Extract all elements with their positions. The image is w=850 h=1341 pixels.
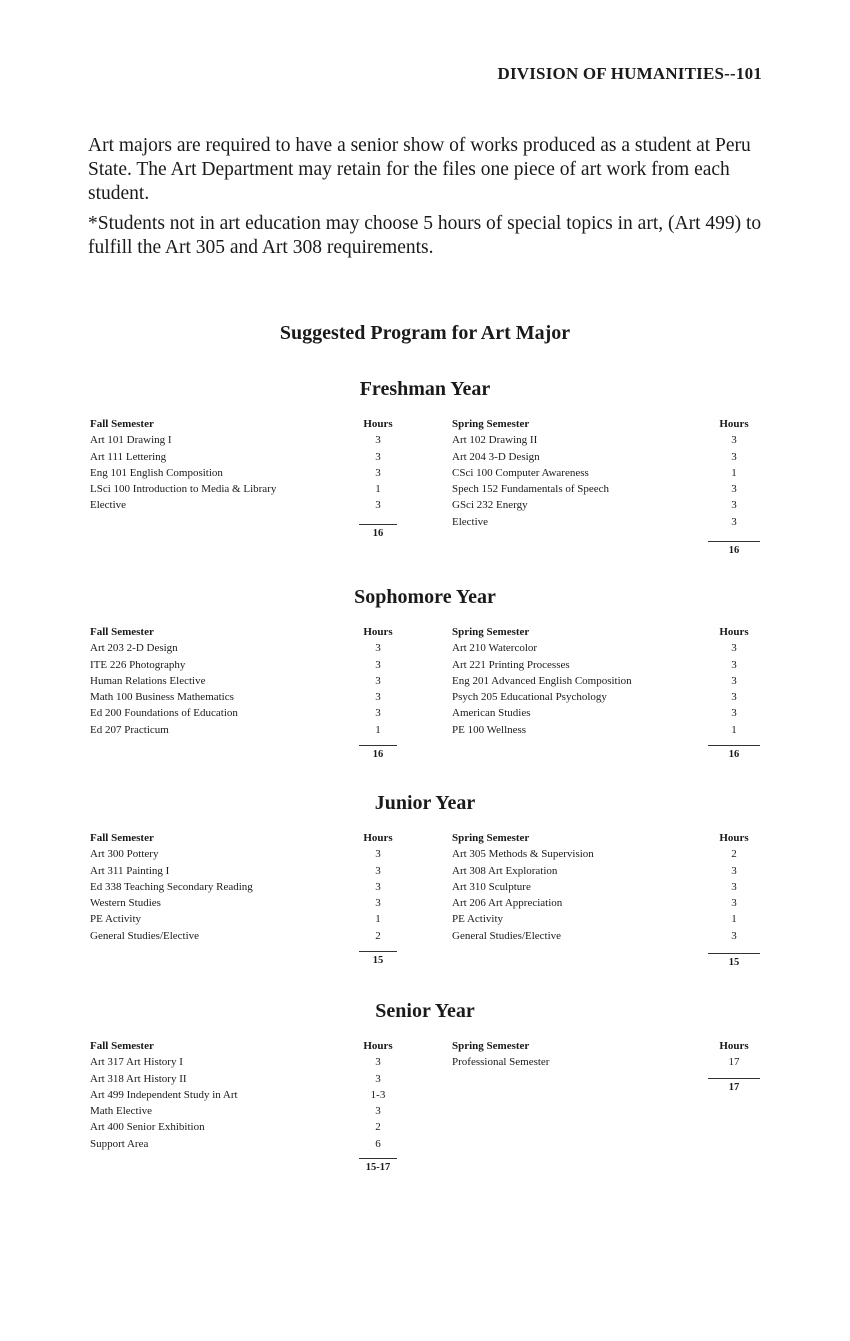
total-rule bbox=[359, 951, 397, 952]
course-name: Elective bbox=[90, 499, 127, 512]
junior-year-fall-courses bbox=[90, 830, 253, 944]
course-hours: 3 bbox=[375, 1056, 381, 1069]
course-name: Art 499 Independent Study in Art bbox=[90, 1088, 238, 1101]
course-name: Ed 207 Practicum bbox=[90, 723, 169, 736]
course-name: Art 204 3-D Design bbox=[452, 450, 540, 463]
course-hours: 3 bbox=[731, 707, 737, 720]
course-hours: 2 bbox=[731, 848, 737, 861]
sophomore-year-spring-hours bbox=[708, 624, 760, 738]
intro-paragraph-2: *Students not in art education may choose 5 hours of special topics in art, (Art 499) to fulfill the Art 305 and Art 308 requirements. bbox=[88, 213, 762, 258]
sophomore-year-title: Sophomore Year bbox=[354, 586, 496, 608]
course-hours: 3 bbox=[731, 450, 737, 463]
senior-year-fall-total bbox=[352, 1158, 404, 1173]
course-name: Elective bbox=[452, 515, 489, 528]
spring-semester-heading: Spring Semester bbox=[452, 1040, 530, 1052]
hours-heading: Hours bbox=[719, 1040, 749, 1052]
course-name: LSci 100 Introduction to Media & Library bbox=[90, 483, 277, 496]
course-hours: 3 bbox=[731, 515, 737, 528]
hours-heading: Hours bbox=[719, 626, 749, 638]
course-name: Art 317 Art History I bbox=[90, 1056, 183, 1069]
senior-year-fall-hours bbox=[352, 1038, 404, 1152]
course-name: Western Studies bbox=[90, 897, 161, 910]
course-hours: 3 bbox=[375, 466, 381, 479]
total-rule bbox=[708, 541, 760, 542]
course-name: Professional Semester bbox=[452, 1056, 550, 1069]
course-name: Art 308 Art Exploration bbox=[452, 864, 558, 877]
total-rule bbox=[359, 524, 397, 525]
course-hours: 3 bbox=[375, 434, 381, 447]
course-name: General Studies/Elective bbox=[452, 929, 562, 942]
course-name: Human Relations Elective bbox=[90, 674, 206, 687]
course-hours: 1 bbox=[375, 913, 381, 926]
freshman-year-spring-courses bbox=[452, 416, 609, 530]
course-hours: 1-3 bbox=[370, 1088, 386, 1101]
course-hours: 3 bbox=[731, 929, 737, 942]
sophomore-year-spring-total bbox=[708, 745, 760, 760]
course-name: Eng 201 Advanced English Composition bbox=[452, 674, 632, 687]
course-name: CSci 100 Computer Awareness bbox=[452, 466, 589, 479]
course-hours: 3 bbox=[375, 642, 381, 655]
hours-heading: Hours bbox=[363, 626, 393, 638]
course-name: Art 221 Printing Processes bbox=[452, 658, 570, 671]
course-hours: 2 bbox=[375, 1121, 381, 1134]
hours-heading: Hours bbox=[363, 418, 393, 430]
course-hours: 1 bbox=[731, 466, 737, 479]
junior-year-fall-hours bbox=[352, 830, 404, 944]
course-hours: 3 bbox=[731, 658, 737, 671]
total-rule bbox=[708, 745, 760, 746]
intro-paragraph-1: Art majors are required to have a senior show of works produced as a student at Peru State. The Art Department may retain for the files one piece of art work from each student. bbox=[88, 135, 751, 204]
course-hours: 1 bbox=[731, 723, 737, 736]
spring-semester-heading: Spring Semester bbox=[452, 626, 530, 638]
course-name: PE Activity bbox=[452, 913, 504, 926]
course-name: Art 400 Senior Exhibition bbox=[90, 1121, 205, 1134]
course-hours: 3 bbox=[731, 499, 737, 512]
total-hours: 17 bbox=[728, 1082, 740, 1093]
course-name: Art 101 Drawing I bbox=[90, 434, 172, 447]
spring-semester-heading: Spring Semester bbox=[452, 418, 530, 430]
course-hours: 1 bbox=[731, 913, 737, 926]
course-hours: 3 bbox=[731, 642, 737, 655]
course-hours: 3 bbox=[375, 897, 381, 910]
junior-year-title: Junior Year bbox=[374, 792, 476, 814]
course-name: American Studies bbox=[452, 707, 531, 720]
course-hours: 3 bbox=[375, 848, 381, 861]
intro-text bbox=[88, 134, 764, 266]
sophomore-year-spring-courses bbox=[452, 624, 632, 738]
total-rule bbox=[708, 1078, 760, 1079]
course-hours: 3 bbox=[375, 691, 381, 704]
program-title: Suggested Program for Art Major bbox=[279, 322, 571, 344]
course-hours: 3 bbox=[375, 1072, 381, 1085]
course-hours: 3 bbox=[375, 1105, 381, 1118]
sophomore-year-fall-courses bbox=[90, 624, 238, 738]
course-hours: 3 bbox=[731, 674, 737, 687]
course-name: Art 300 Pottery bbox=[90, 848, 159, 861]
course-name: Math 100 Business Mathematics bbox=[90, 691, 234, 704]
senior-year-spring-hours bbox=[708, 1038, 760, 1071]
freshman-year-fall-courses bbox=[90, 416, 276, 514]
course-name: Support Area bbox=[90, 1137, 149, 1150]
fall-semester-heading: Fall Semester bbox=[90, 1040, 154, 1052]
course-name: GSci 232 Energy bbox=[452, 499, 528, 512]
course-name: Art 305 Methods & Supervision bbox=[452, 848, 594, 861]
junior-year-spring-hours bbox=[708, 830, 760, 944]
course-hours: 3 bbox=[375, 880, 381, 893]
course-hours: 3 bbox=[375, 707, 381, 720]
total-rule bbox=[708, 953, 760, 954]
course-name: Art 318 Art History II bbox=[90, 1072, 187, 1085]
fall-semester-heading: Fall Semester bbox=[90, 832, 154, 844]
course-hours: 3 bbox=[731, 880, 737, 893]
total-hours: 16 bbox=[372, 528, 384, 539]
course-name: Art 111 Lettering bbox=[90, 450, 167, 463]
course-name: Psych 205 Educational Psychology bbox=[452, 691, 607, 704]
course-hours: 3 bbox=[731, 434, 737, 447]
total-hours: 15 bbox=[728, 957, 740, 968]
total-rule bbox=[359, 1158, 397, 1159]
course-name: Spech 152 Fundamentals of Speech bbox=[452, 483, 610, 496]
course-hours: 2 bbox=[375, 929, 381, 942]
total-hours: 16 bbox=[728, 749, 740, 760]
freshman-year-fall-total bbox=[352, 524, 404, 539]
course-hours: 17 bbox=[728, 1056, 740, 1069]
senior-year-title: Senior Year bbox=[375, 1000, 475, 1022]
junior-year-spring-courses bbox=[452, 830, 594, 944]
course-name: Art 206 Art Appreciation bbox=[452, 897, 563, 910]
sophomore-year-fall-hours bbox=[352, 624, 404, 738]
hours-heading: Hours bbox=[719, 418, 749, 430]
course-name: Art 210 Watercolor bbox=[452, 642, 538, 655]
total-hours: 15-17 bbox=[365, 1162, 391, 1173]
course-name: Art 102 Drawing II bbox=[452, 434, 538, 447]
course-hours: 6 bbox=[375, 1137, 381, 1150]
freshman-year-spring-hours bbox=[708, 416, 760, 530]
course-name: Ed 338 Teaching Secondary Reading bbox=[90, 880, 253, 893]
course-name: Eng 101 English Composition bbox=[90, 466, 223, 479]
course-name: Ed 200 Foundations of Education bbox=[90, 707, 238, 720]
senior-year-spring-courses bbox=[452, 1038, 549, 1071]
page-header: DIVISION OF HUMANITIES--101 bbox=[497, 64, 762, 83]
total-hours: 16 bbox=[728, 545, 740, 556]
hours-heading: Hours bbox=[363, 1040, 393, 1052]
course-hours: 1 bbox=[375, 723, 381, 736]
freshman-year-title: Freshman Year bbox=[359, 378, 491, 400]
course-name: Art 203 2-D Design bbox=[90, 642, 178, 655]
course-name: ITE 226 Photography bbox=[90, 658, 186, 671]
course-name: PE Activity bbox=[90, 913, 142, 926]
total-hours: 16 bbox=[372, 749, 384, 760]
total-hours: 15 bbox=[372, 955, 384, 966]
course-name: Art 310 Sculpture bbox=[452, 880, 531, 893]
course-name: Art 311 Painting I bbox=[90, 864, 170, 877]
hours-heading: Hours bbox=[719, 832, 749, 844]
hours-heading: Hours bbox=[363, 832, 393, 844]
freshman-year-spring-total bbox=[708, 541, 760, 556]
course-hours: 3 bbox=[375, 674, 381, 687]
course-hours: 3 bbox=[375, 450, 381, 463]
senior-year-fall-courses bbox=[90, 1038, 238, 1152]
course-hours: 3 bbox=[375, 499, 381, 512]
junior-year-fall-total bbox=[352, 951, 404, 966]
course-hours: 3 bbox=[731, 897, 737, 910]
sophomore-year-fall-total bbox=[352, 745, 404, 760]
course-name: General Studies/Elective bbox=[90, 929, 200, 942]
fall-semester-heading: Fall Semester bbox=[90, 626, 154, 638]
junior-year-spring-total bbox=[708, 953, 760, 968]
course-hours: 3 bbox=[375, 658, 381, 671]
course-name: Math Elective bbox=[90, 1105, 153, 1118]
fall-semester-heading: Fall Semester bbox=[90, 418, 154, 430]
senior-year-spring-total bbox=[708, 1078, 760, 1093]
course-hours: 3 bbox=[731, 483, 737, 496]
course-hours: 3 bbox=[731, 691, 737, 704]
course-name: PE 100 Wellness bbox=[452, 723, 527, 736]
spring-semester-heading: Spring Semester bbox=[452, 832, 530, 844]
course-hours: 3 bbox=[375, 864, 381, 877]
total-rule bbox=[359, 745, 397, 746]
freshman-year-fall-hours bbox=[352, 416, 404, 514]
course-hours: 1 bbox=[375, 483, 381, 496]
course-hours: 3 bbox=[731, 864, 737, 877]
